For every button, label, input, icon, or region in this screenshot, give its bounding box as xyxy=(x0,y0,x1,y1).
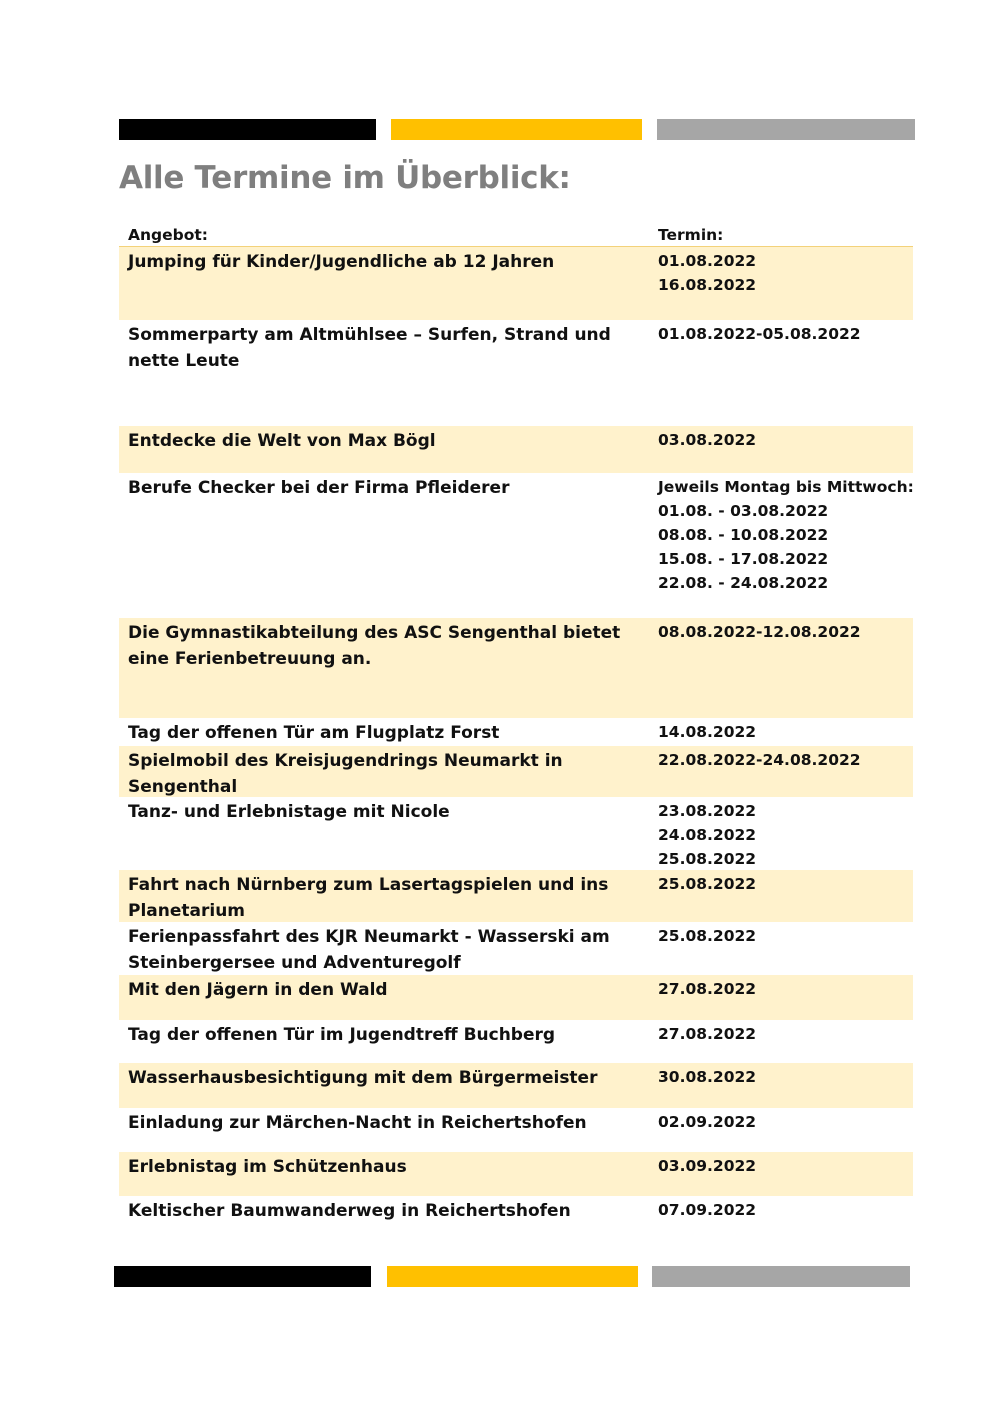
date-line: 14.08.2022 xyxy=(658,723,757,741)
date-line: 02.09.2022 xyxy=(658,1113,757,1131)
offer-cell: Wasserhausbesichtigung mit dem Bürgermeister xyxy=(128,1068,598,1088)
date-line: 07.09.2022 xyxy=(658,1201,757,1219)
offer-cell: Spielmobil des Kreisjugendrings Neumarkt in Sengenthal xyxy=(128,751,563,797)
offer-cell: Entdecke die Welt von Max Bögl xyxy=(128,431,436,451)
table-row xyxy=(119,247,913,320)
table-row xyxy=(119,1020,913,1063)
table-row xyxy=(119,320,913,426)
date-line: 03.08.2022 xyxy=(658,431,757,449)
offer-cell: Berufe Checker bei der Firma Pfleiderer xyxy=(128,478,510,498)
table-row xyxy=(119,1108,913,1152)
bottom-bar-black xyxy=(114,1266,371,1287)
offer-cell: Tag der offenen Tür am Flugplatz Forst xyxy=(128,723,500,743)
date-cell xyxy=(658,720,913,744)
column-header-date: Termin: xyxy=(658,226,724,244)
top-bar-gray xyxy=(657,119,915,140)
date-line: 27.08.2022 xyxy=(658,1025,757,1043)
table-row xyxy=(119,922,913,975)
date-cell xyxy=(658,924,913,948)
date-line: 25.08.2022 xyxy=(658,875,757,893)
date-cell xyxy=(658,1198,913,1222)
date-cell xyxy=(658,748,913,772)
date-line: 01.08.2022 xyxy=(658,252,757,270)
table-row xyxy=(119,1063,913,1108)
offer-cell: Jumping für Kinder/Jugendliche ab 12 Jahren xyxy=(128,252,555,272)
date-line: Jeweils Montag bis Mittwoch: xyxy=(658,478,914,496)
date-cell xyxy=(658,475,913,595)
date-cell xyxy=(658,1110,913,1134)
date-line: 08.08.2022-12.08.2022 xyxy=(658,623,861,641)
bottom-bar-gray xyxy=(652,1266,910,1287)
column-header-offer: Angebot: xyxy=(128,226,208,244)
table-row xyxy=(119,746,913,797)
table-row xyxy=(119,797,913,870)
date-cell xyxy=(658,428,913,452)
table-row xyxy=(119,1152,913,1196)
offer-cell: Ferienpassfahrt des KJR Neumarkt - Wasserski am Steinbergersee und Adventuregolf xyxy=(128,927,610,973)
date-cell xyxy=(658,799,913,871)
date-line: 22.08.2022-24.08.2022 xyxy=(658,751,861,769)
table-row xyxy=(119,1196,913,1236)
date-line: 16.08.2022 xyxy=(658,276,757,294)
date-line: 25.08.2022 xyxy=(658,850,757,868)
offer-cell: Erlebnistag im Schützenhaus xyxy=(128,1157,407,1177)
date-cell xyxy=(658,249,913,297)
offer-cell: Mit den Jägern in den Wald xyxy=(128,980,388,1000)
offer-cell: Tanz- und Erlebnistage mit Nicole xyxy=(128,802,450,822)
date-line: 24.08.2022 xyxy=(658,826,757,844)
date-line: 30.08.2022 xyxy=(658,1068,757,1086)
table-row xyxy=(119,870,913,922)
offer-cell: Fahrt nach Nürnberg zum Lasertagspielen und ins Planetarium xyxy=(128,875,609,921)
date-line: 01.08.2022-05.08.2022 xyxy=(658,325,861,343)
table-row xyxy=(119,718,913,746)
date-line: 27.08.2022 xyxy=(658,980,757,998)
date-cell xyxy=(658,620,913,644)
date-line: 22.08. - 24.08.2022 xyxy=(658,574,829,592)
table-row xyxy=(119,473,913,618)
table-row xyxy=(119,426,913,473)
date-line: 01.08. - 03.08.2022 xyxy=(658,502,829,520)
bottom-bar-yellow xyxy=(387,1266,638,1287)
offer-cell: Die Gymnastikabteilung des ASC Sengenthal bietet eine Ferienbetreuung an. xyxy=(128,623,621,669)
offer-cell: Tag der offenen Tür im Jugendtreff Buchberg xyxy=(128,1025,556,1045)
date-cell xyxy=(658,1022,913,1046)
top-bar-black xyxy=(119,119,376,140)
date-cell xyxy=(658,1154,913,1178)
date-line: 15.08. - 17.08.2022 xyxy=(658,550,829,568)
date-cell xyxy=(658,977,913,1001)
date-cell xyxy=(658,1065,913,1089)
date-line: 08.08. - 10.08.2022 xyxy=(658,526,829,544)
page-title: Alle Termine im Überblick: xyxy=(119,160,571,196)
table-row xyxy=(119,975,913,1020)
date-line: 03.09.2022 xyxy=(658,1157,757,1175)
offer-cell: Sommerparty am Altmühlsee – Surfen, Strand und nette Leute xyxy=(128,325,611,371)
offer-cell: Keltischer Baumwanderweg in Reichertshofen xyxy=(128,1201,571,1221)
date-cell xyxy=(658,322,913,346)
date-cell xyxy=(658,872,913,896)
top-bar-yellow xyxy=(391,119,642,140)
date-line: 25.08.2022 xyxy=(658,927,757,945)
table-row xyxy=(119,618,913,718)
date-line: 23.08.2022 xyxy=(658,802,757,820)
offer-cell: Einladung zur Märchen-Nacht in Reichertshofen xyxy=(128,1113,587,1133)
